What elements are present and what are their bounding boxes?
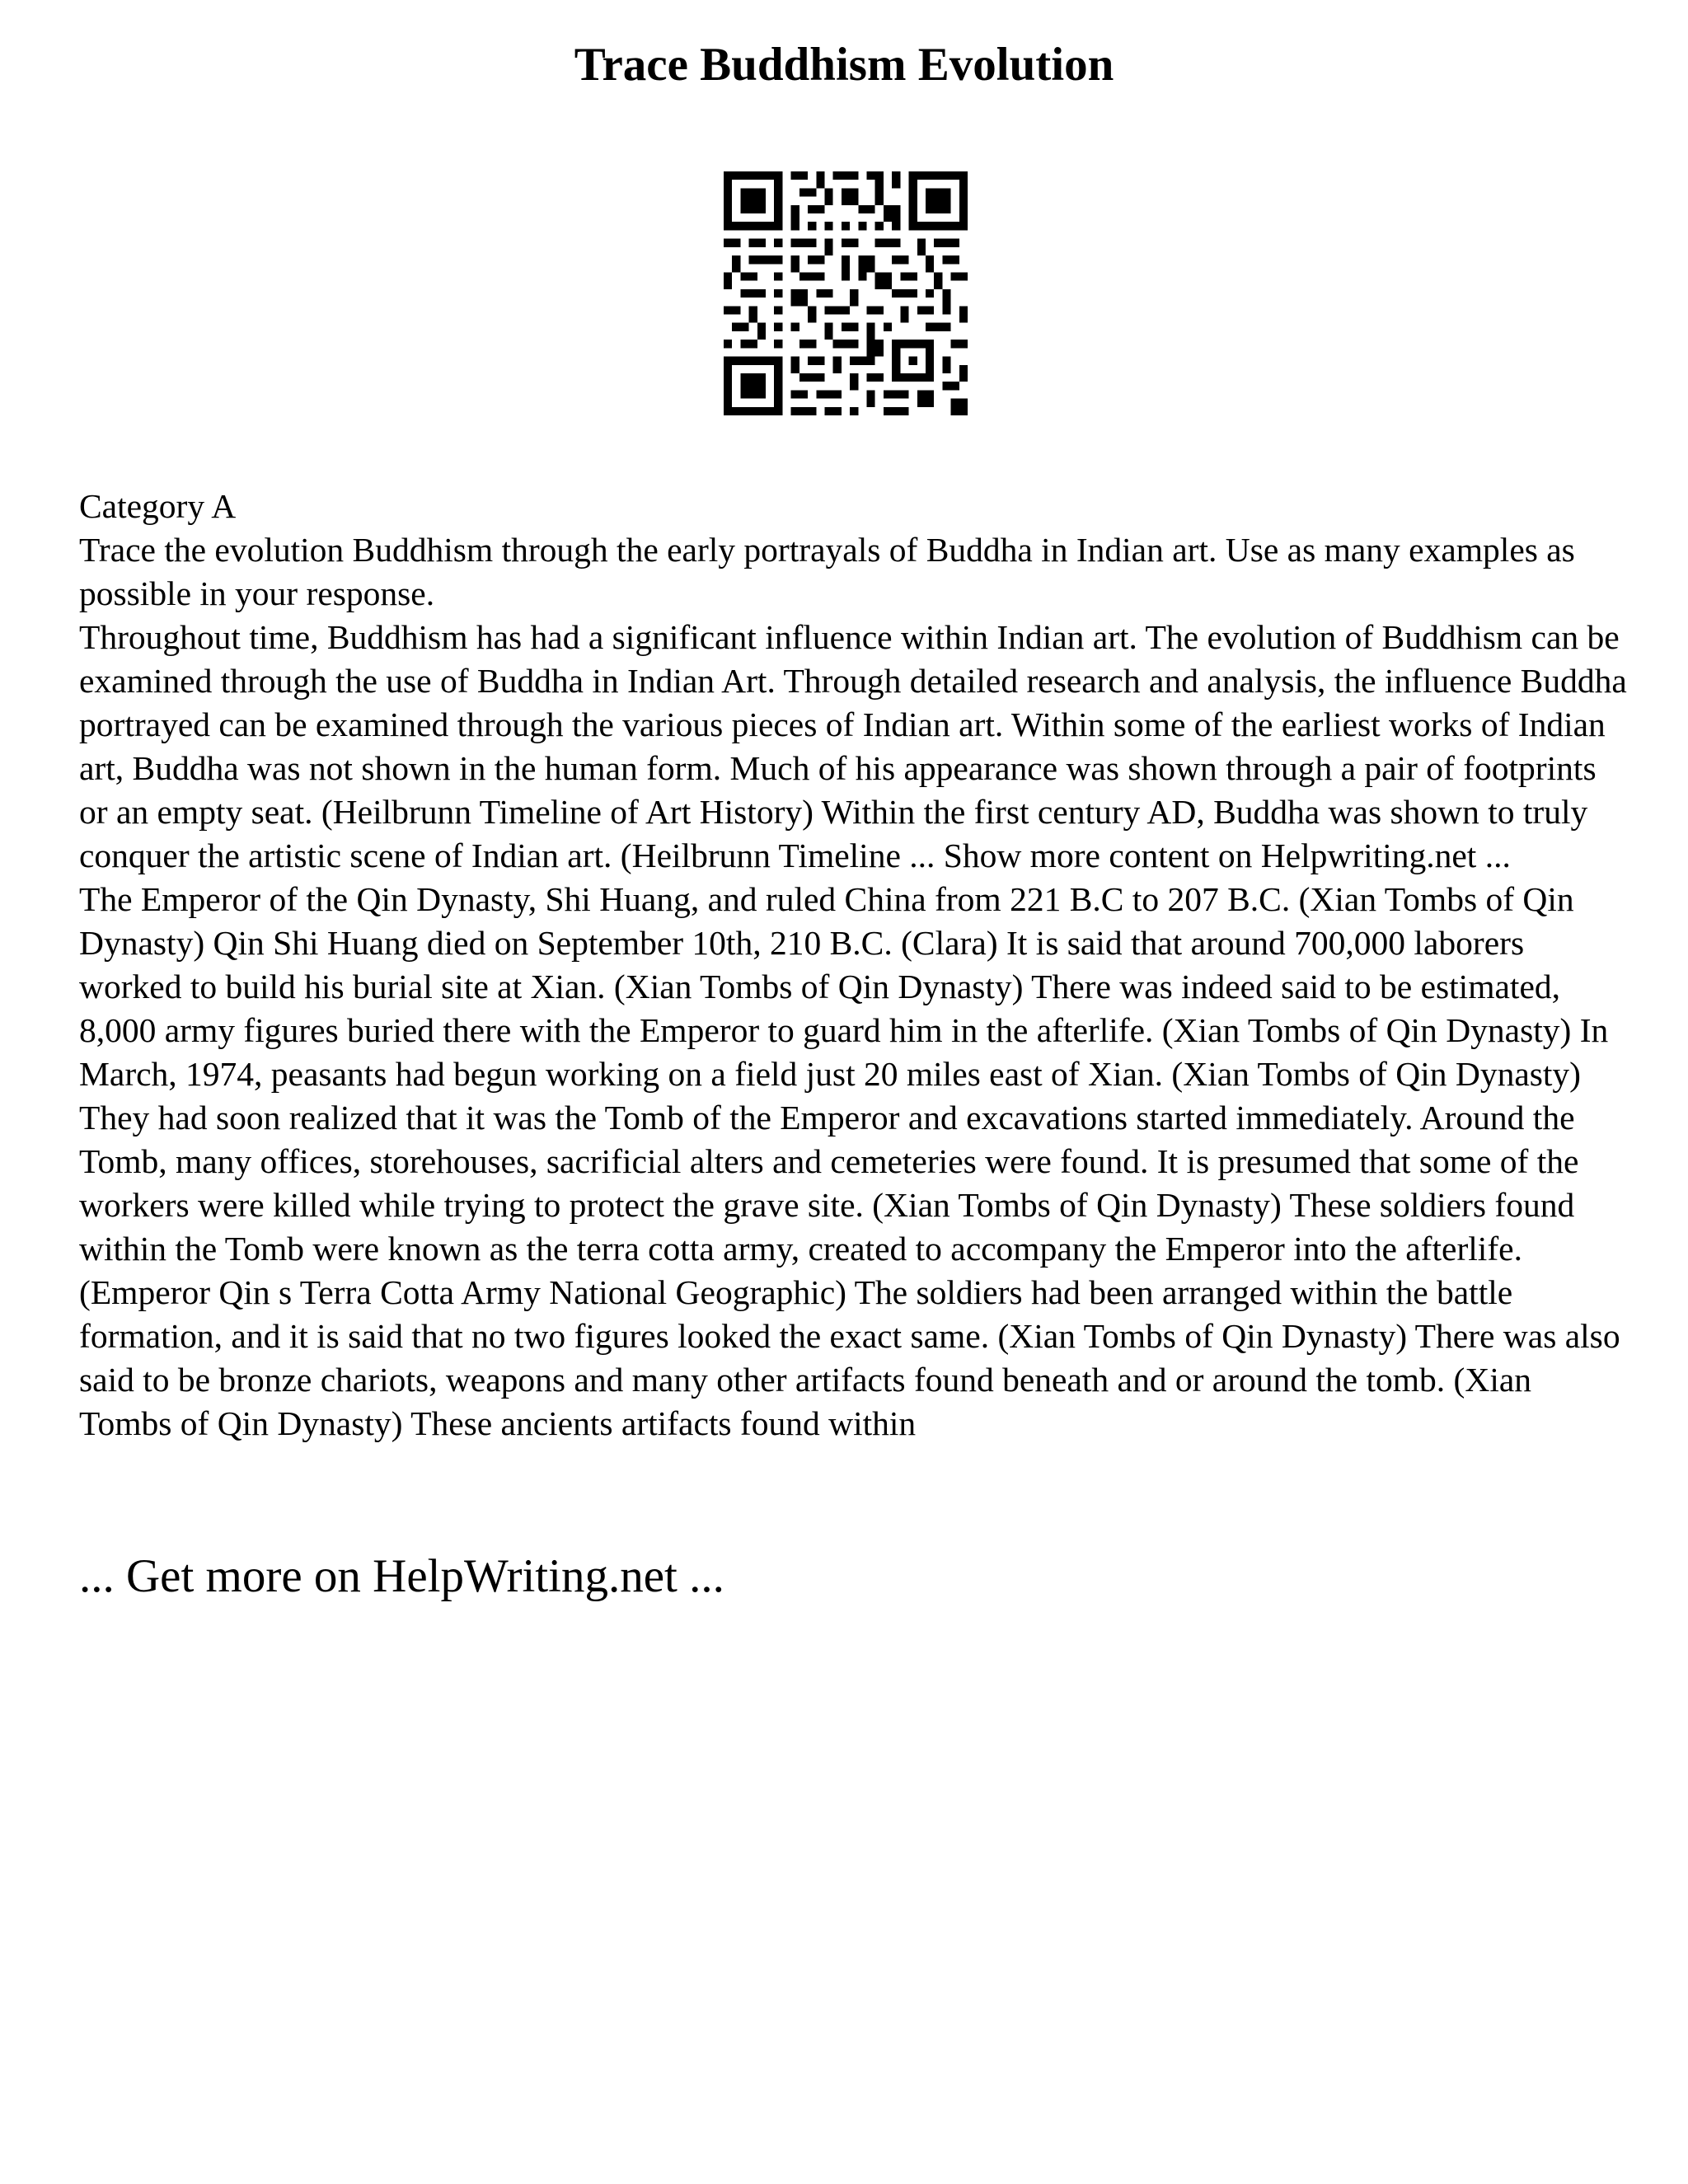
body-paragraph: The Emperor of the Qin Dynasty, Shi Huang, and ruled China from 221 B.C to 207 B.C. (Xian Tombs of Qin Dynasty) Qin Shi Huang died on September 10th, 210 B.C. (Clara) It is said that around 700,000 laborers worked to build his burial site at Xian. (Xian Tombs of Qin Dynasty) There was indeed said to be estimated, 8,000 army figures buried there with the Emperor to guard him in the afterlife. (Xian Tombs of Qin Dynasty) In March, 1974, peasants had begun working on a field just 20 miles east of Xian. (Xian Tombs of Qin Dynasty) They had soon realized that it was the Tomb of the Emperor and excavations started immediately. Around the Tomb, many offices, storehouses, sacrificial alters and cemeteries were found. It is presumed that some of the workers were killed while trying to protect the grave site. (Xian Tombs of Qin Dynasty) These soldiers found within the Tomb were known as the terra cotta army, created to accompany the Emperor into the afterlife. (Emperor Qin s Terra Cotta Army National Geographic) The soldiers had been arranged within the battle formation, and it is said that no two figures looked the exact same. (Xian Tombs of Qin Dynasty) There was also said to be bronze chariots, weapons and many other artifacts found beneath and or around the tomb. (Xian Tombs of Qin Dynasty) These ancients artifacts found within — [79, 880, 1620, 1442]
qr-code — [724, 171, 968, 415]
body-paragraph: Throughout time, Buddhism has had a significant influence within Indian art. The evolution of Buddhism can be examined through the use of Buddha in Indian Art. Through detailed research and analysis, the influence Buddha portrayed can be examined through the various pieces of Indian art. Within some of the earliest works of Indian art, Buddha was not shown in the human form. Much of his appearance was shown through a pair of footprints or an empty seat. (Heilbrunn Timeline of Art History) Within the first century AD, Buddha was shown to truly conquer the artistic scene of Indian art. (Heilbrunn Timeline ... Show more content on Helpwriting.net ... — [79, 618, 1627, 874]
prompt-paragraph: Trace the evolution Buddhism through the early portrayals of Buddha in Indian art. Use as many examples as possible in your response. — [79, 531, 1575, 612]
category-label: Category A — [79, 487, 237, 525]
page-title: Trace Buddhism Evolution — [574, 39, 1114, 91]
body-text — [79, 485, 1629, 1446]
get-more-link[interactable]: ... Get more on HelpWriting.net ... — [79, 1550, 724, 1602]
